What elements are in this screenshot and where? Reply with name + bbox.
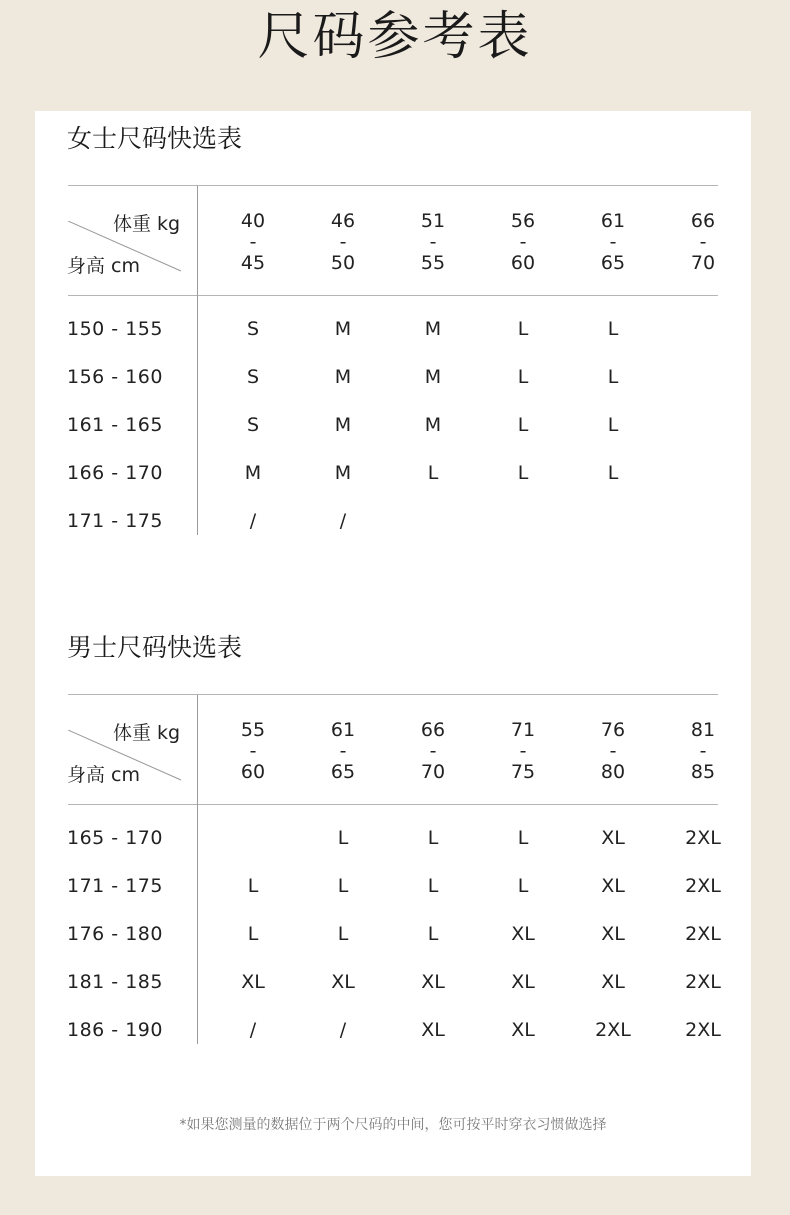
size-cell: L [607,462,619,484]
size-cell: XL [421,971,445,993]
size-chart-card [35,111,751,1176]
size-cell: M [424,366,442,388]
size-cell: 2XL [685,875,721,897]
weight-range-high: 70 [690,252,716,274]
weight-range-dash: - [429,740,437,762]
table-header-border [68,295,718,296]
weight-range-header [313,720,373,783]
size-cell: M [334,414,352,436]
weight-range-low: 55 [240,719,266,741]
weight-range-header [223,720,283,783]
weight-range-header [223,211,283,274]
size-cell: S [246,366,260,388]
size-cell: L [607,414,619,436]
size-cell: L [247,923,259,945]
weight-range-header [493,720,553,783]
weight-range-high: 50 [330,252,356,274]
size-cell: L [337,923,349,945]
weight-range-high: 70 [420,761,446,783]
weight-range-header [673,211,733,274]
size-cell: L [337,827,349,849]
weight-range-high: 60 [240,761,266,783]
size-cell: 2XL [685,1019,721,1041]
weight-range-dash: - [609,740,617,762]
section-title: 男士尺码快选表 [67,633,243,662]
size-cell: / [339,510,347,532]
size-cell: S [246,318,260,340]
height-range-label: 156 - 160 [67,366,163,388]
weight-range-high: 45 [240,252,266,274]
height-range-label: 171 - 175 [67,875,163,897]
height-range-label: 165 - 170 [67,827,163,849]
height-range-label: 186 - 190 [67,1019,163,1041]
size-cell: M [244,462,262,484]
size-cell: M [334,366,352,388]
size-cell: L [517,366,529,388]
weight-axis-label: 体重 kg [113,213,181,235]
size-cell: 2XL [685,971,721,993]
size-cell: XL [601,971,625,993]
weight-range-dash: - [339,740,347,762]
size-cell: M [334,462,352,484]
size-cell: 2XL [685,827,721,849]
height-range-label: 161 - 165 [67,414,163,436]
weight-range-high: 60 [510,252,536,274]
size-cell: S [246,414,260,436]
weight-range-low: 66 [690,210,716,232]
height-range-label: 176 - 180 [67,923,163,945]
weight-range-low: 81 [690,719,716,741]
table-column-divider [197,695,198,1044]
size-cell: L [427,923,439,945]
size-footnote: *如果您测量的数据位于两个尺码的中间，您可按平时穿衣习惯做选择 [179,1117,607,1133]
size-cell: / [339,1019,347,1041]
weight-range-high: 65 [330,761,356,783]
size-cell: / [249,1019,257,1041]
size-cell: L [427,875,439,897]
weight-range-header [313,211,373,274]
weight-range-low: 46 [330,210,356,232]
weight-range-header [403,211,463,274]
size-cell: XL [511,971,535,993]
women-size-section [35,111,751,551]
size-cell: 2XL [595,1019,631,1041]
table-column-divider [197,186,198,535]
weight-range-low: 61 [330,719,356,741]
men-size-section [35,620,751,1060]
weight-range-low: 71 [510,719,536,741]
height-axis-label: 身高 cm [67,764,140,786]
size-cell: L [427,827,439,849]
section-title: 女士尺码快选表 [67,124,243,153]
weight-range-high: 75 [510,761,536,783]
height-range-label: 181 - 185 [67,971,163,993]
weight-range-dash: - [249,231,257,253]
size-cell: M [424,414,442,436]
weight-range-header [673,720,733,783]
weight-range-dash: - [699,740,707,762]
size-cell: XL [601,923,625,945]
size-cell: XL [331,971,355,993]
table-header-border [68,804,718,805]
weight-range-low: 51 [420,210,446,232]
weight-range-high: 85 [690,761,716,783]
weight-range-dash: - [339,231,347,253]
weight-range-dash: - [609,231,617,253]
size-cell: L [517,318,529,340]
size-cell: / [249,510,257,532]
height-range-label: 150 - 155 [67,318,163,340]
size-cell: XL [511,923,535,945]
size-cell: M [334,318,352,340]
height-range-label: 166 - 170 [67,462,163,484]
size-cell: XL [601,827,625,849]
table-top-border [68,694,718,695]
size-cell: L [517,875,529,897]
weight-range-high: 65 [600,252,626,274]
weight-range-dash: - [519,740,527,762]
size-cell: L [517,462,529,484]
size-cell: L [427,462,439,484]
size-cell: L [247,875,259,897]
size-cell: XL [421,1019,445,1041]
table-top-border [68,185,718,186]
size-cell: 2XL [685,923,721,945]
size-cell: XL [511,1019,535,1041]
weight-range-high: 80 [600,761,626,783]
weight-range-dash: - [699,231,707,253]
weight-range-low: 61 [600,210,626,232]
weight-range-high: 55 [420,252,446,274]
weight-range-low: 40 [240,210,266,232]
weight-range-low: 56 [510,210,536,232]
weight-range-low: 66 [420,719,446,741]
weight-range-dash: - [519,231,527,253]
height-axis-label: 身高 cm [67,255,140,277]
weight-range-header [583,720,643,783]
size-cell: XL [241,971,265,993]
weight-range-low: 76 [600,719,626,741]
height-range-label: 171 - 175 [67,510,163,532]
weight-axis-label: 体重 kg [113,722,181,744]
weight-range-dash: - [249,740,257,762]
size-cell: L [607,366,619,388]
weight-range-dash: - [429,231,437,253]
size-cell: L [337,875,349,897]
size-cell: XL [601,875,625,897]
weight-range-header [583,211,643,274]
size-cell: L [517,414,529,436]
size-cell: L [607,318,619,340]
weight-range-header [403,720,463,783]
size-cell: M [424,318,442,340]
weight-range-header [493,211,553,274]
page-title: 尺码参考表 [257,7,533,67]
size-cell: L [517,827,529,849]
